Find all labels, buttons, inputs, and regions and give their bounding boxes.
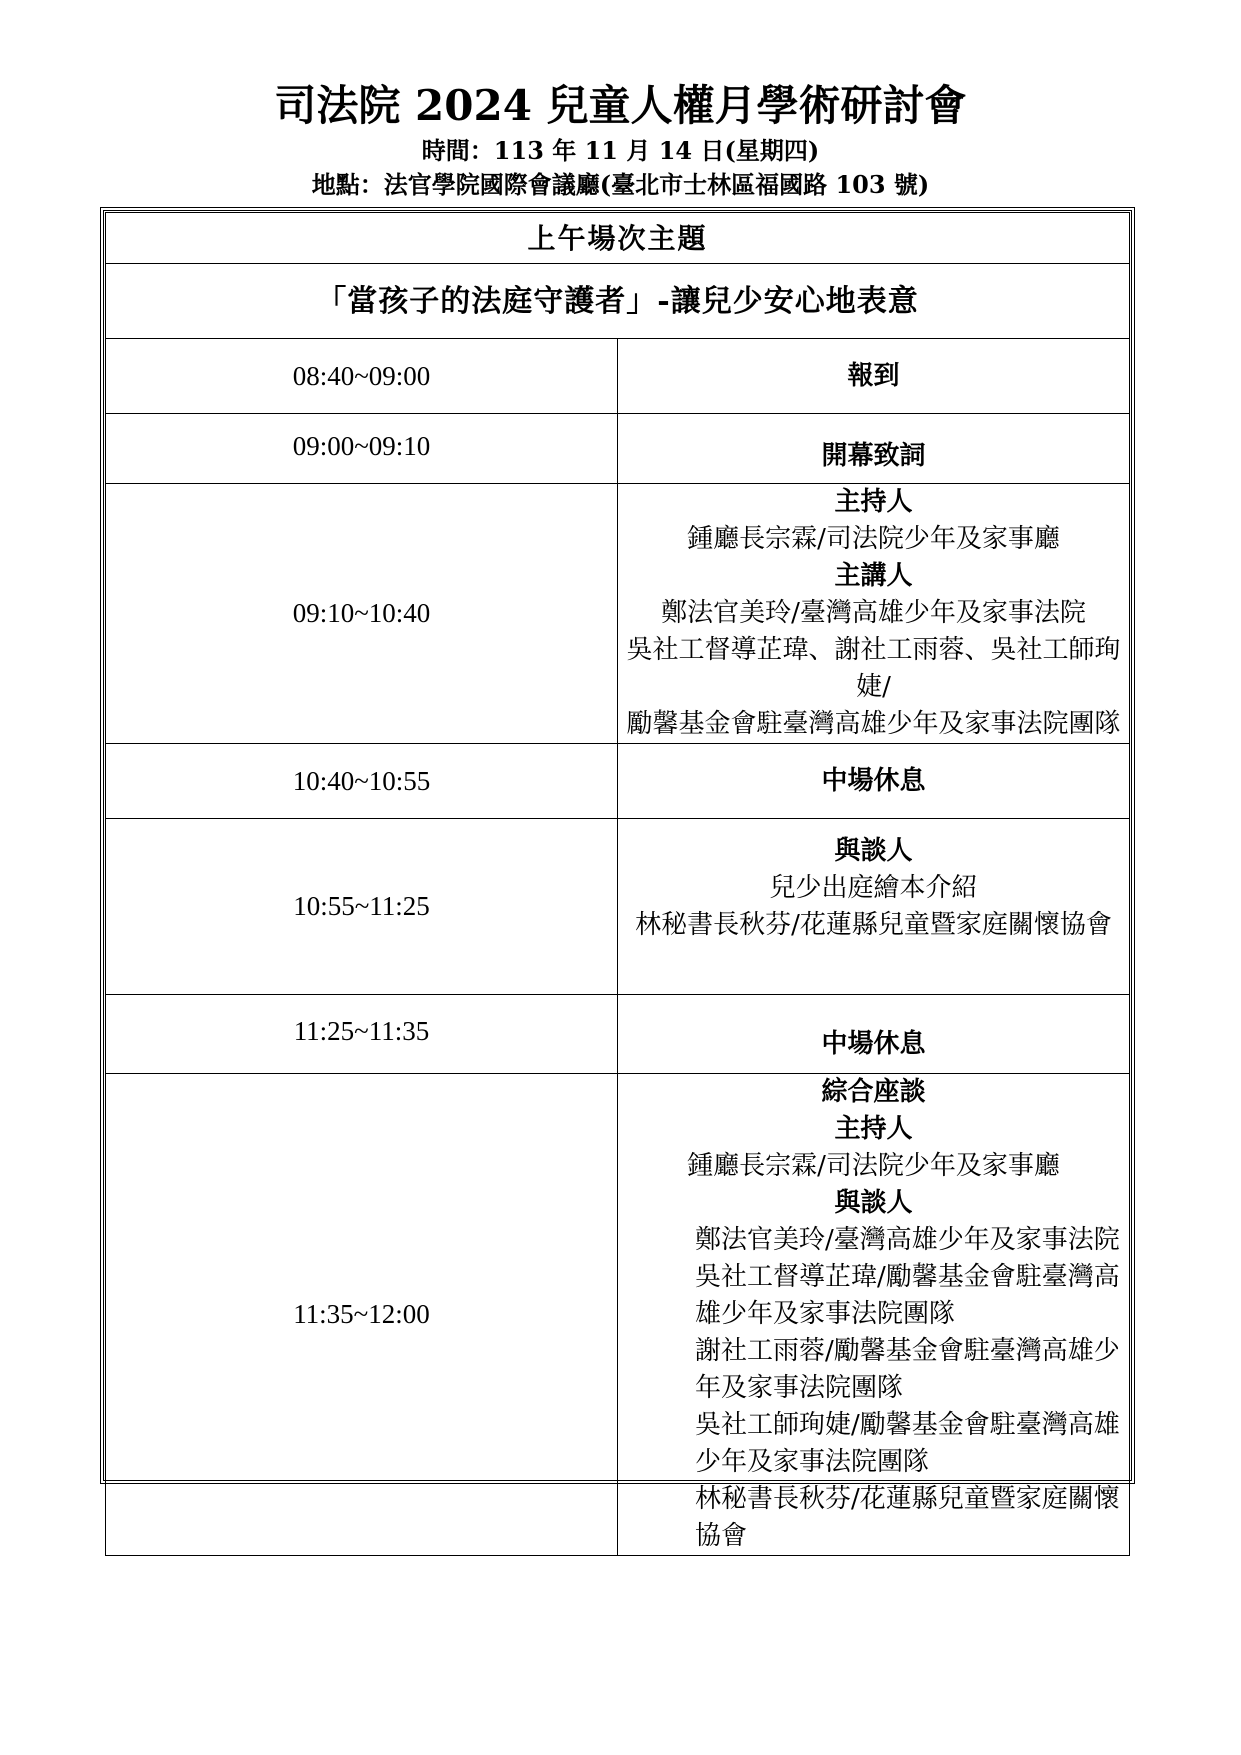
event-venue: 地點：法官學院國際會議廳(臺北市士林區福國路 103 號) [311, 170, 930, 199]
table-row [106, 484, 1130, 744]
host-label: 主持人 [834, 1114, 913, 1144]
schedule-table [105, 212, 1130, 1556]
table-row [106, 744, 1130, 819]
panelist-line: 謝社工雨蓉/勵馨基金會駐臺灣高雄少年及家事法院團隊 [695, 1336, 1120, 1403]
table-row [106, 339, 1130, 414]
agenda-item: 中場休息 [618, 744, 1130, 819]
time-slot: 11:25~11:35 [106, 995, 618, 1074]
table-row [106, 414, 1130, 484]
time-slot: 09:10~10:40 [106, 484, 618, 744]
panel-line: 兒少出庭繪本介紹 [769, 873, 978, 903]
time-slot: 08:40~09:00 [106, 339, 618, 414]
section-heading: 上午場次主題 [106, 213, 1130, 264]
panelist-line: 林秘書長秋芬/花蓮縣兒童暨家庭關懷協會 [695, 1484, 1120, 1551]
session-theme: 「當孩子的法庭守護者」-讓兒少安心地表意 [106, 264, 1130, 339]
section-heading-row [106, 213, 1130, 264]
panelist-line: 鄭法官美玲/臺灣高雄少年及家事法院 [695, 1225, 1120, 1255]
agenda-item: 報到 [618, 339, 1130, 414]
table-row [106, 995, 1130, 1074]
panel-label: 與談人 [834, 836, 913, 866]
speaker-line: 勵馨基金會駐臺灣高雄少年及家事法院團隊 [626, 709, 1121, 739]
table-row [106, 1074, 1130, 1556]
page-title: 司法院 2024 兒童人權月學術研討會 [274, 81, 967, 130]
time-slot: 11:35~12:00 [106, 1074, 618, 1556]
theme-row [106, 264, 1130, 339]
discussion-title: 綜合座談 [821, 1077, 926, 1107]
speaker-label: 主講人 [834, 561, 913, 591]
agenda-item: 中場休息 [618, 995, 1130, 1074]
agenda-item [618, 819, 1130, 995]
host-label: 主持人 [834, 487, 913, 517]
time-slot: 10:55~11:25 [106, 819, 618, 995]
speaker-line: 鄭法官美玲/臺灣高雄少年及家事法院 [661, 598, 1086, 628]
host-name: 鍾廳長宗霖/司法院少年及家事廳 [687, 524, 1060, 554]
event-date: 時間：113 年 11 月 14 日(星期四) [421, 136, 820, 165]
agenda-item [618, 1074, 1130, 1556]
panel-label: 與談人 [834, 1188, 913, 1218]
host-name: 鍾廳長宗霖/司法院少年及家事廳 [687, 1151, 1060, 1181]
time-slot: 10:40~10:55 [106, 744, 618, 819]
table-row [106, 819, 1130, 995]
time-slot: 09:00~09:10 [106, 414, 618, 484]
agenda-item: 開幕致詞 [618, 414, 1130, 484]
speaker-line: 吳社工督導芷瑋、謝社工雨蓉、吳社工師珣婕/ [626, 635, 1121, 702]
panel-line: 林秘書長秋芬/花蓮縣兒童暨家庭關懷協會 [635, 910, 1112, 940]
panelist-line: 吳社工師珣婕/勵馨基金會駐臺灣高雄少年及家事法院團隊 [695, 1410, 1120, 1477]
panelist-line: 吳社工督導芷瑋/勵馨基金會駐臺灣高雄少年及家事法院團隊 [695, 1262, 1120, 1329]
agenda-item [618, 484, 1130, 744]
